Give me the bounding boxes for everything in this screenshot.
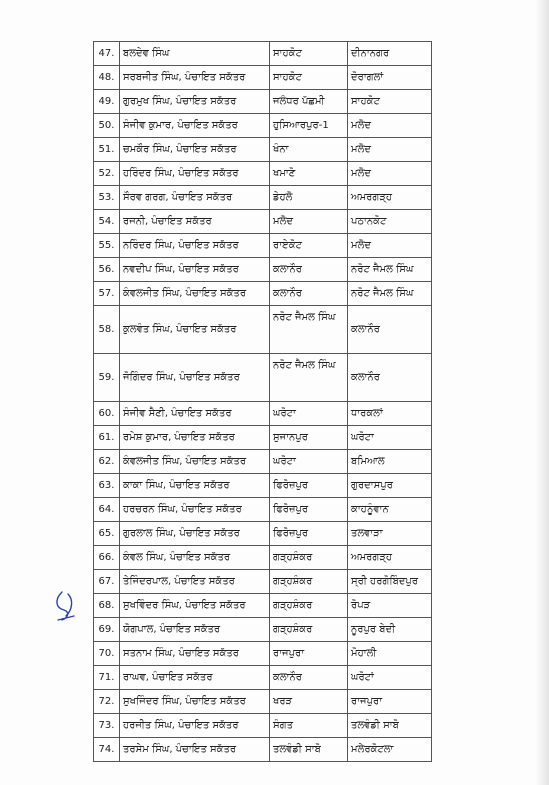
- row-from-location: ਜਲੰਧਰ ਪੱਛਮੀ: [270, 90, 348, 114]
- row-number: 50.: [94, 114, 120, 138]
- row-name: ਕੰਵਲ ਸਿੰਘ, ਪੰਚਾਇਤ ਸਕੱਤਰ: [120, 546, 270, 570]
- row-from-location: ਹੁਸਿਆਰਪੁਰ-1: [270, 114, 348, 138]
- table-row: [94, 66, 432, 90]
- row-number: 70.: [94, 642, 120, 666]
- row-number: 58.: [94, 306, 120, 354]
- table-row: [94, 42, 432, 66]
- row-from-location: ਗੜ੍ਹਸ਼ੰਕਰ: [270, 570, 348, 594]
- table-row: [94, 234, 432, 258]
- row-to-location: ਗੁਰਦਾਸਪੁਰ: [348, 474, 432, 498]
- row-to-location: ਨਰੋਟ ਜੈਮਲ ਸਿੰਘ: [348, 258, 432, 282]
- table-row: [94, 618, 432, 642]
- row-name: ਸਤਨਾਮ ਸਿੰਘ, ਪੰਚਾਇਤ ਸਕੱਤਰ: [120, 642, 270, 666]
- row-to-location: ਮਲੋਦ: [348, 138, 432, 162]
- row-name: ਤਰਸੇਮ ਸਿੰਘ, ਪੰਚਾਇਤ ਸਕੱਤਰ: [120, 738, 270, 762]
- table-row: [94, 690, 432, 714]
- row-name: ਚਮਕੌਰ ਸਿੰਘ, ਪੰਚਾਇਤ ਸਕੱਤਰ: [120, 138, 270, 162]
- row-from-location: ਫਿਰੋਜ਼ਪੁਰ: [270, 522, 348, 546]
- row-from-location: ਕਲਾਨੌਰ: [270, 666, 348, 690]
- table-row: [94, 570, 432, 594]
- row-number: 71.: [94, 666, 120, 690]
- table-row: [94, 594, 432, 618]
- table-row: [94, 522, 432, 546]
- row-to-location: ਘਰੋਟਾਂ: [348, 666, 432, 690]
- transfer-table: [93, 41, 432, 762]
- table-row: [94, 114, 432, 138]
- row-name: ਨਵਦੀਪ ਸਿੰਘ, ਪੰਚਾਇਤ ਸਕੱਤਰ: [120, 258, 270, 282]
- row-name: ਰਮੇਸ਼ ਕੁਮਾਰ, ਪੰਚਾਇਤ ਸਕੱਤਰ: [120, 426, 270, 450]
- row-to-location: ਸਾਹਕੋਟ: [348, 90, 432, 114]
- row-from-location: ਫਿਰੋਜ਼ਪੁਰ: [270, 474, 348, 498]
- table-row: [94, 474, 432, 498]
- row-from-location: ਡੇਹਲੋ: [270, 186, 348, 210]
- row-from-location: ਘਰੋਟਾ: [270, 450, 348, 474]
- row-from-location: ਨਰੋਟ ਜੈਮਲ ਸਿੰਘ: [270, 306, 348, 354]
- row-name: ਕੰਵਲਜੀਤ ਸਿੰਘ, ਪੰਚਾਇਤ ਸਕੱਤਰ: [120, 450, 270, 474]
- row-to-location: ਰੋਪੜ: [348, 594, 432, 618]
- row-name: ਸੰਜੀਵ ਕੁਮਾਰ, ਪੰਚਾਇਤ ਸਕੱਤਰ: [120, 114, 270, 138]
- row-from-location: ਘਰੋਟਾ: [270, 402, 348, 426]
- table-row: [94, 186, 432, 210]
- row-name: ਹਰਿੰਦਰ ਸਿੰਘ, ਪੰਚਾਇਤ ਸਕੱਤਰ: [120, 162, 270, 186]
- table-row: [94, 738, 432, 762]
- row-name: ਸਰਬਜੀਤ ਸਿੰਘ, ਪੰਚਾਇਤ ਸਕੱਤਰ: [120, 66, 270, 90]
- row-name: ਸੁਖਜਿੰਦਰ ਸਿੰਘ, ਪੰਚਾਇਤ ਸਕੱਤਰ: [120, 690, 270, 714]
- row-from-location: ਰਾਏਕੋਟ: [270, 234, 348, 258]
- table-row: [94, 402, 432, 426]
- row-from-location: ਕਲਾਨੌਰ: [270, 258, 348, 282]
- row-to-location: ਧਾਰਕਲਾਂ: [348, 402, 432, 426]
- row-to-location: ਪਠਾਨਕੋਟ: [348, 210, 432, 234]
- row-from-location: ਖਮਾਣੋ: [270, 162, 348, 186]
- row-number: 65.: [94, 522, 120, 546]
- transfer-table-body: [94, 42, 432, 762]
- row-to-location: ਅਮਰਗੜ੍ਹ: [348, 546, 432, 570]
- row-from-location: ਤਲਵੰਡੀ ਸਾਬੋ: [270, 738, 348, 762]
- row-number: 74.: [94, 738, 120, 762]
- row-number: 55.: [94, 234, 120, 258]
- row-number: 68.: [94, 594, 120, 618]
- row-name: ਗੁਰਮੁਖ ਸਿੰਘ, ਪੰਚਾਇਤ ਸਕੱਤਰ: [120, 90, 270, 114]
- row-to-location: ਮਲੋਦ: [348, 234, 432, 258]
- row-to-location: ਨੂਰਪੁਰ ਬੇਦੀ: [348, 618, 432, 642]
- row-number: 64.: [94, 498, 120, 522]
- row-number: 63.: [94, 474, 120, 498]
- row-to-location: ਕਲਾਨੌਰ: [348, 306, 432, 354]
- row-number: 54.: [94, 210, 120, 234]
- row-from-location: ਗੜ੍ਹਸ਼ੰਕਰ: [270, 546, 348, 570]
- row-from-location: ਸੁਜਾਨਪੁਰ: [270, 426, 348, 450]
- row-name: ਸੌਰਵ ਗਰਗ, ਪੰਚਾਇਤ ਸਕੱਤਰ: [120, 186, 270, 210]
- row-to-location: ਮਲੋਦ: [348, 162, 432, 186]
- table-row: [94, 258, 432, 282]
- row-to-location: ਘਰੋਟਾ: [348, 426, 432, 450]
- row-name: ਹਰਜੀਤ ਸਿੰਘ, ਪੰਚਾਇਤ ਸਕੱਤਰ: [120, 714, 270, 738]
- row-from-location: ਸਾਹਕੋਟ: [270, 42, 348, 66]
- table-row: [94, 90, 432, 114]
- row-to-location: ਤਲਵਾੜਾ: [348, 522, 432, 546]
- row-to-location: ਦੋਰਾਗਲਾਂ: [348, 66, 432, 90]
- table-row: [94, 546, 432, 570]
- table-row: [94, 426, 432, 450]
- row-number: 49.: [94, 90, 120, 114]
- row-from-location: ਗੜ੍ਹਸ਼ੰਕਰ: [270, 594, 348, 618]
- table-row: [94, 162, 432, 186]
- row-name: ਕੁਲਵੰਤ ਸਿੰਘ, ਪੰਚਾਇਤ ਸਕੱਤਰ: [120, 306, 270, 354]
- row-to-location: ਨਰੋਟ ਜੈਮਲ ਸਿੰਘ: [348, 282, 432, 306]
- row-to-location: ਕਾਹਨੂੰਵਾਨ: [348, 498, 432, 522]
- row-name: ਸੰਜੀਵ ਸੈਣੀ, ਪੰਚਾਇਤ ਸਕੱਤਰ: [120, 402, 270, 426]
- row-number: 52.: [94, 162, 120, 186]
- row-number: 47.: [94, 42, 120, 66]
- row-from-location: ਮਲੋਦ: [270, 210, 348, 234]
- row-to-location: ਸ੍ਰੀ ਹਰਗੋਬਿੰਦਪੁਰ: [348, 570, 432, 594]
- row-name: ਬਲਦੇਵ ਸਿੰਘ: [120, 42, 270, 66]
- row-to-location: ਮਲੋਦ: [348, 114, 432, 138]
- row-name: ਨਰਿੰਦਰ ਸਿੰਘ, ਪੰਚਾਇਤ ਸਕੱਤਰ: [120, 234, 270, 258]
- row-name: ਰਾਘਵ, ਪੰਚਾਇਤ ਸਕੱਤਰ: [120, 666, 270, 690]
- row-name: ਰਜਨੀ, ਪੰਚਾਇਤ ਸਕੱਤਰ: [120, 210, 270, 234]
- row-name: ਯੋਗਪਾਲ, ਪੰਚਾਇਤ ਸਕੱਤਰ: [120, 618, 270, 642]
- row-number: 57.: [94, 282, 120, 306]
- row-to-location: ਦੀਨਾਨਗਰ: [348, 42, 432, 66]
- row-number: 48.: [94, 66, 120, 90]
- row-number: 60.: [94, 402, 120, 426]
- row-to-location: ਮੋਹਾਲੀ: [348, 642, 432, 666]
- row-name: ਸੁਖਵਿੰਦਰ ਸਿੰਘ, ਪੰਚਾਇਤ ਸਕੱਤਰ: [120, 594, 270, 618]
- table-row: [94, 138, 432, 162]
- row-from-location: ਕਲਾਨੌਰ: [270, 282, 348, 306]
- row-name: ਹਰਚਰਨ ਸਿੰਘ, ਪੰਚਾਇਤ ਸਕੱਤਰ: [120, 498, 270, 522]
- row-name: ਜੋਗਿੰਦਰ ਸਿੰਘ, ਪੰਚਾਇਤ ਸਕੱਤਰ: [120, 354, 270, 402]
- row-number: 61.: [94, 426, 120, 450]
- row-to-location: ਤਲਵੰਡੀ ਸਾਬੋ: [348, 714, 432, 738]
- row-name: ਗੁਰਲਾਲ ਸਿੰਘ, ਪੰਚਾਇਤ ਸਕੱਤਰ: [120, 522, 270, 546]
- table-row: [94, 354, 432, 402]
- row-from-location: ਫਿਰੋਜ਼ਪੁਰ: [270, 498, 348, 522]
- row-from-location: ਸੰਗਤ: [270, 714, 348, 738]
- row-from-location: ਖੰਨਾ: [270, 138, 348, 162]
- row-number: 67.: [94, 570, 120, 594]
- row-number: 72.: [94, 690, 120, 714]
- row-from-location: ਨਰੋਟ ਜੈਮਲ ਸਿੰਘ: [270, 354, 348, 402]
- row-to-location: ਬਮਿਆਲ: [348, 450, 432, 474]
- row-number: 51.: [94, 138, 120, 162]
- table-row: [94, 282, 432, 306]
- table-row: [94, 642, 432, 666]
- page-edge-shadow: [535, 0, 549, 785]
- row-from-location: ਸਾਹਕੋਟ: [270, 66, 348, 90]
- row-number: 69.: [94, 618, 120, 642]
- table-row: [94, 498, 432, 522]
- row-number: 66.: [94, 546, 120, 570]
- table-row: [94, 210, 432, 234]
- table-row: [94, 306, 432, 354]
- row-to-location: ਰਾਜਪੁਰਾ: [348, 690, 432, 714]
- table-row: [94, 666, 432, 690]
- table-row: [94, 450, 432, 474]
- row-to-location: ਕਲਾਨੌਰ: [348, 354, 432, 402]
- row-from-location: ਗੜ੍ਹਸ਼ੰਕਰ: [270, 618, 348, 642]
- table-row: [94, 714, 432, 738]
- row-from-location: ਖਰੜ: [270, 690, 348, 714]
- handwritten-initial: [48, 586, 88, 626]
- row-from-location: ਰਾਜਪੁਰਾ: [270, 642, 348, 666]
- row-name: ਤੇਜਿੰਦਰਪਾਲ, ਪੰਚਾਇਤ ਸਕੱਤਰ: [120, 570, 270, 594]
- row-number: 59.: [94, 354, 120, 402]
- row-name: ਕਾਕਾ ਸਿੰਘ, ਪੰਚਾਇਤ ਸਕੱਤਰ: [120, 474, 270, 498]
- row-number: 62.: [94, 450, 120, 474]
- row-name: ਕੰਵਲਜੀਤ ਸਿੰਘ, ਪੰਚਾਇਤ ਸਕੱਤਰ: [120, 282, 270, 306]
- row-number: 53.: [94, 186, 120, 210]
- row-number: 56.: [94, 258, 120, 282]
- row-number: 73.: [94, 714, 120, 738]
- row-to-location: ਅਮਰਗੜ੍ਹ: [348, 186, 432, 210]
- row-to-location: ਮਲੇਰਕੋਟਲਾ: [348, 738, 432, 762]
